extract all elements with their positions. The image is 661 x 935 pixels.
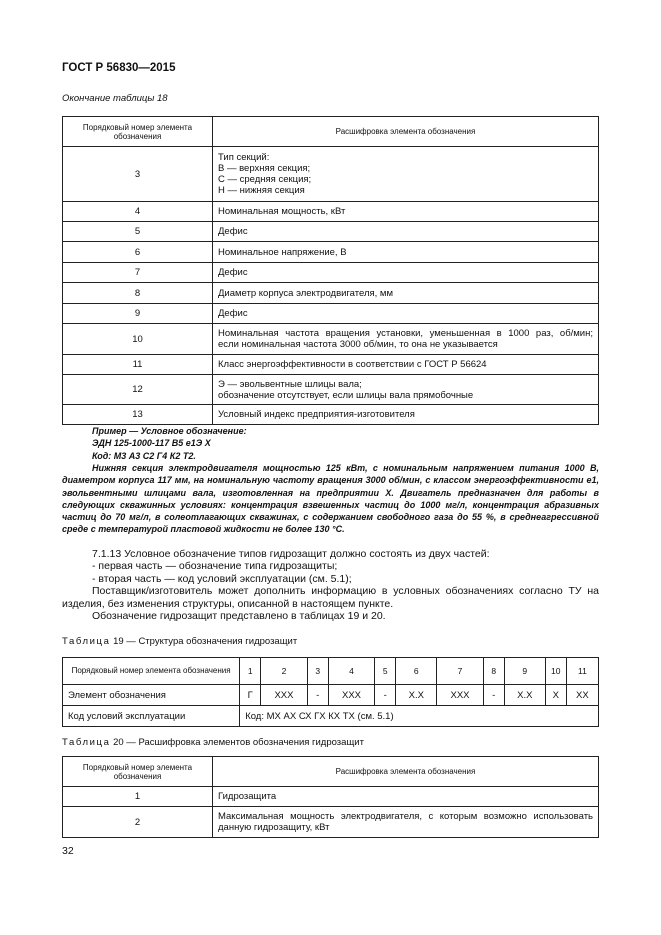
row-description: Дефис	[213, 263, 599, 283]
number-cell: 6	[396, 658, 437, 685]
table-label: Таблица	[62, 737, 111, 748]
document-header: ГОСТ Р 56830—2015	[62, 62, 176, 74]
number-cell: 2	[261, 658, 308, 685]
element-cell: ХХХ	[328, 685, 375, 706]
table-row	[63, 807, 599, 838]
number-cell: 9	[504, 658, 545, 685]
number-cell: 11	[566, 658, 598, 685]
row-description: Диаметр корпуса электродвигателя, мм	[213, 283, 599, 304]
list-item: - вторая часть — код условий эксплуатации (см. 5.1);	[92, 572, 352, 585]
table-caption-text: 20 — Расшифровка элементов обозначения гидрозащит	[113, 737, 364, 748]
table-20-header-description: Расшифровка элемента обозначения	[213, 757, 599, 787]
row-description: Номинальная мощность, кВт	[213, 202, 599, 222]
paragraph: Поставщик/изготовитель может дополнить информацию в условных обозначениях согласно ТУ на изделия, без изменения структуры, описанной в настоящем пункте.	[62, 585, 599, 610]
row-number: 5	[63, 222, 213, 242]
table-row	[63, 222, 599, 242]
element-cell: -	[375, 685, 396, 706]
description-line: С — средняя секция;	[218, 174, 312, 185]
row-number: 7	[63, 263, 213, 283]
table-20-caption	[62, 737, 364, 748]
number-cell: 8	[483, 658, 504, 685]
row-label: Элемент обозначения	[63, 685, 240, 706]
element-cell: Х.Х	[504, 685, 545, 706]
number-cell: 4	[328, 658, 375, 685]
table-label: Таблица	[62, 636, 111, 647]
example-title: Пример — Условное обозначение:	[92, 426, 247, 436]
row-description: Дефис	[213, 304, 599, 324]
page-number: 32	[62, 845, 74, 857]
row-number: 11	[63, 355, 213, 375]
row-description: Максимальная мощность электродвигателя, с которым возможно использовать данную гидрозащиту, кВт	[213, 807, 599, 838]
row-number: 12	[63, 375, 213, 405]
element-cell: Г	[240, 685, 261, 706]
element-cell: -	[307, 685, 328, 706]
table-18-header-description: Расшифровка элемента обозначения	[213, 117, 599, 147]
example-code: Код: М3 А3 С2 Г4 К2 Т2.	[92, 450, 196, 461]
number-cell: 1	[240, 658, 261, 685]
table-row	[63, 147, 599, 202]
table-row	[63, 242, 599, 263]
row-number: 13	[63, 405, 213, 425]
table-row	[63, 202, 599, 222]
table-18	[62, 116, 599, 425]
description-line: Тип секций:	[218, 152, 270, 163]
header-cell: Порядковый номер элемента обозначения	[63, 658, 240, 685]
table-row	[63, 324, 599, 355]
table-20-header-number: Порядковый номер элемента обозначения	[63, 757, 213, 787]
element-cell: ХХХ	[261, 685, 308, 706]
paragraph: Обозначение гидрозащит представлено в таблицах 19 и 20.	[92, 610, 386, 623]
description-line: В — верхняя секция;	[218, 163, 311, 174]
description-line: обозначение отсутствует, если шлицы вала прямобочные	[218, 389, 474, 401]
element-cell: ХХ	[566, 685, 598, 706]
element-cell: Х	[545, 685, 566, 706]
table-row	[63, 375, 599, 405]
row-description: Номинальное напряжение, В	[213, 242, 599, 263]
row-description: Условный индекс предприятия-изготовителя	[213, 405, 599, 425]
table-row	[63, 283, 599, 304]
row-description	[213, 324, 599, 355]
table-19-caption	[62, 636, 297, 647]
table-row	[63, 405, 599, 425]
row-number: 8	[63, 283, 213, 304]
row-number: 10	[63, 324, 213, 355]
row-number: 3	[63, 147, 213, 202]
table-row	[63, 263, 599, 283]
table-continuation-caption: Окончание таблицы 18	[62, 93, 168, 104]
table-row	[63, 706, 599, 727]
code-cell: Код: МХ АХ СХ ГХ КХ ТХ (см. 5.1)	[240, 706, 599, 727]
example-designation: ЭДН 125-1000-117 В5 е1Э Х	[92, 438, 211, 449]
number-cell: 7	[437, 658, 484, 685]
table-row	[63, 787, 599, 807]
description-line: Н — нижняя секция	[218, 185, 305, 196]
paragraph-7-1-13: 7.1.13 Условное обозначение типов гидрозащит должно состоять из двух частей:	[92, 548, 490, 560]
table-row	[63, 355, 599, 375]
element-cell: -	[483, 685, 504, 706]
body-text	[62, 548, 599, 622]
element-cell: ХХХ	[437, 685, 484, 706]
row-number: 2	[63, 807, 213, 838]
row-label: Код условий эксплуатации	[63, 706, 240, 727]
example-block	[92, 425, 599, 462]
row-description	[213, 375, 599, 405]
table-row	[63, 304, 599, 324]
element-cell: Х.Х	[396, 685, 437, 706]
table-row	[63, 658, 599, 685]
table-row	[63, 685, 599, 706]
row-number: 4	[63, 202, 213, 222]
number-cell: 3	[307, 658, 328, 685]
row-number: 9	[63, 304, 213, 324]
table-18-header-number: Порядковый номер элемента обозначения	[63, 117, 213, 147]
description-line: Э — эвольвентные шлицы вала;	[218, 378, 362, 390]
row-description: Дефис	[213, 222, 599, 242]
number-cell: 5	[375, 658, 396, 685]
example-explanation	[62, 462, 599, 536]
table-20	[62, 756, 599, 838]
row-description	[213, 147, 599, 202]
list-item: - первая часть — обозначение типа гидрозащиты;	[92, 560, 338, 573]
row-description: Гидрозащита	[213, 787, 599, 807]
table-19	[62, 657, 599, 727]
example-text: Нижняя секция электродвигателя мощностью 125 кВт, с номинальным напряжением питания 1000 В, диаметром корпуса 117 мм, на номинальную частоту вращения 3000 об/мин, с классом энергоэффективности е1, эвольвентными шлицами вала, изготовленная на предприятии Х. Двигатель предназначен для работы в следующих скважинных условиях: концентрация взвешенных частиц до 1000 мг/л, концентрация абразивных частиц до 70 мг/л, в солеотлагающих скважинах, с содержанием свободного газа до 55 %, в среднеагрессивной среде с температурой пластовой жидкости не более 130 °С.	[62, 463, 599, 535]
number-cell: 10	[545, 658, 566, 685]
row-description: Класс энергоэффективности в соответствии с ГОСТ Р 56624	[213, 355, 599, 375]
row-number: 6	[63, 242, 213, 263]
row-number: 1	[63, 787, 213, 807]
table-caption-text: 19 — Структура обозначения гидрозащит	[113, 636, 298, 647]
description-line: если номинальная частота 3000 об/мин, то она не указывается	[218, 339, 498, 350]
description-line: Номинальная частота вращения установки, уменьшенная в 1000 раз, об/мин;	[218, 328, 593, 339]
